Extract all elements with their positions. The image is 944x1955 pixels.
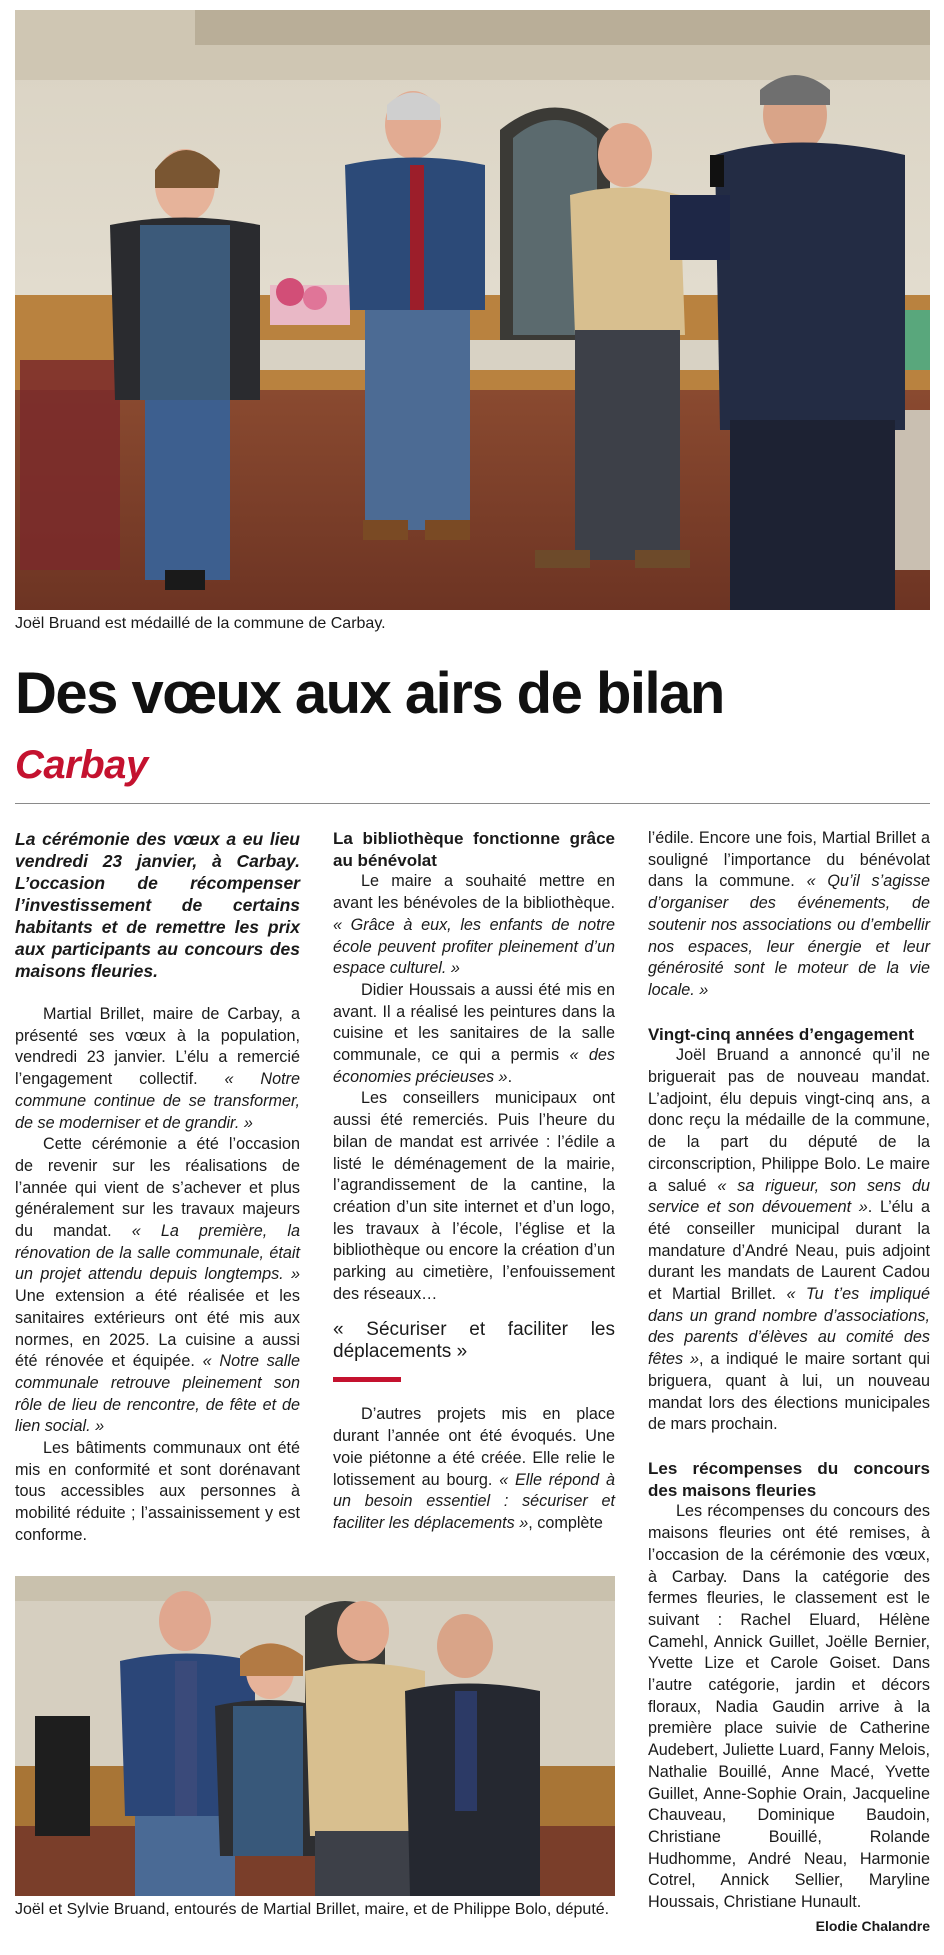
subheading: Vingt-cinq années d’engagement — [648, 1024, 915, 1044]
intertitle: « Sécuriser et faciliter les déplacements » — [333, 1319, 615, 1363]
headline: Des vœux aux airs de bilan — [15, 661, 724, 726]
text: , a indiqué le maire sortant qui briguera, quant à lui, un nouveau mandat lors des élections municipales de mars prochain. — [648, 1350, 930, 1434]
bottom-photo-illustration — [15, 1576, 615, 1896]
quote: « La première, la rénovation de la salle communale, était un projet attendu depuis longtemps. » — [15, 1222, 300, 1284]
text: D’autres projets mis en place durant l’année ont été évoqués. Une voie piétonne a été créée. Elle relie le lotissement au bourg. — [333, 1405, 615, 1489]
text: Une extension a été réalisée et les sanitaires extérieurs ont été mis aux normes, en 2025. La cuisine a aussi été rénovée et équipée. — [15, 1287, 300, 1371]
text: Joël Bruand a annoncé qu’il ne briguerait pas de nouveau mandat. L’adjoint, élu depuis vingt-cinq ans, a donc reçu la médaille de la commune, de la part du député de la circonscription, Philippe Bolo. Le maire a salué — [648, 1046, 930, 1195]
quote: « Elle répond à un besoin essentiel : sécuriser et faciliter les déplacements » — [333, 1470, 615, 1532]
quote: « Notre salle communale retrouve pleinement son rôle de lieu de rencontre, de fête et de lien social. » — [15, 1352, 301, 1436]
top-photo — [15, 10, 930, 610]
text: Martial Brillet, maire de Carbay, a présenté ses vœux à la population, vendredi 23 janvier. L’élu a remercié l’engagement collectif. — [15, 1005, 300, 1089]
chapo: La cérémonie des vœux a eu lieu vendredi 23 janvier, à Carbay. L’occasion de récompenser l’investissement de certains habitants et de remettre les prix aux participants au concours des maisons fleuries. — [15, 829, 300, 981]
paragraph — [15, 1134, 300, 1438]
paragraph — [648, 828, 930, 1002]
paragraph — [15, 1004, 300, 1134]
bottom-photo — [15, 1576, 615, 1896]
text: l’édile. Encore une fois, Martial Brillet a souligné l’importance du bénévolat dans la commune. — [648, 829, 930, 891]
text: . — [507, 1067, 513, 1086]
subheading: Les récompenses du concours des maisons fleuries — [648, 1458, 930, 1500]
author-signature: Elodie Chalandre — [815, 1917, 930, 1934]
text: , complète — [528, 1513, 603, 1532]
top-photo-caption: Joël Bruand est médaillé de la commune de Carbay. — [15, 615, 386, 632]
quote: « Grâce à eux, les enfants de notre école peuvent profiter pleinement d’un espace culturel. » — [333, 915, 615, 978]
paragraph — [333, 871, 615, 980]
text: Didier Houssais a aussi été mis en avant. Il a réalisé les peintures dans la cuisine et les sanitaires de la salle communale, ce qui a permis — [333, 980, 615, 1065]
quote: « Tu t’es impliqué dans un grand nombre d’associations, des parents d’élèves au comité des fêtes » — [648, 1285, 930, 1369]
divider — [15, 803, 930, 804]
text: Cette cérémonie a été l’occasion de revenir sur les réalisations de l’année qui vient de s’achever et plus généralement sur les travaux majeurs du mandat. — [15, 1135, 300, 1241]
paragraph — [333, 1404, 615, 1534]
subheading: La bibliothèque fonctionne grâce au bénévolat — [333, 829, 615, 870]
quote: « Notre commune continue de se transformer, de se moderniser et de grandir. » — [15, 1070, 301, 1132]
location-kicker: Carbay — [15, 743, 148, 787]
paragraph: Les conseillers municipaux ont aussi été remerciés. Puis l’heure du bilan de mandat est arrivée : l’édile a listé le déménagement de la mairie, l’agrandissement de la cantine, la création d’un site internet et d’un logo, les travaux à l’école, l’église et la bibliothèque ou encore la création d’un parking au cimetière, l’enfouissement des réseaux… — [333, 1089, 615, 1303]
paragraph — [333, 980, 615, 1089]
article-column-2 — [333, 828, 615, 1535]
paragraph: Les bâtiments communaux ont été mis en conformité et sont dorénavant tous accessibles aux personnes à mobilité réduite ; l’assainissement y est conforme. — [15, 1439, 300, 1544]
text: Le maire a souhaité mettre en avant les bénévoles de la bibliothèque. — [333, 872, 615, 913]
article-column-3 — [648, 828, 930, 1937]
paragraph — [648, 1045, 930, 1436]
intertitle-rule — [333, 1377, 401, 1382]
quote: « sa rigueur, son sens du service et son dévouement » — [648, 1176, 930, 1217]
top-photo-illustration — [15, 10, 930, 610]
paragraph: Les récompenses du concours des maisons fleuries ont été remises, à l’occasion de la cérémonie des vœux, à Carbay. Dans la catégorie des fermes fleuries, le classement est le suivant : Rachel Eluard, Hélène Camehl, Annick Guillet, Joëlle Bernier, Yvette Lize et Carole Goiset. Dans l’autre catégorie, jardin et décors floraux, Nadia Gaudin arrive à la première place suivie de Catherine Audebert, Juliette Luard, Fanny Melois, Nathalie Bouillé, Anne Macé, Yvette Guillet, Anne-Sophie Orain, Jacqueline Chauveau, Dominique Baudoin, Christiane Bouillé, Rolande Hudhomme, André Neau, Harmonie Cotrel, Annick Sellier, Maryline Houssais, Christiane Hunault. — [648, 1502, 930, 1912]
bottom-photo-caption: Joël et Sylvie Bruand, entourés de Martial Brillet, maire, et de Philippe Bolo, député. — [15, 1901, 610, 1918]
article-column-1 — [15, 828, 300, 1547]
quote: « Qu’il s’agisse d’organiser des événements, de soutenir nos associations ou d’embellir nos espaces, leur énergie et leur générosité sont le moteur de la vie locale. » — [648, 872, 930, 999]
quote: « des économies précieuses » — [333, 1046, 615, 1086]
text: . L’élu a été conseiller municipal durant la mandature d’André Neau, puis adjoint durant les mandats de Laurent Cadou et Martial Brillet. — [648, 1198, 930, 1304]
